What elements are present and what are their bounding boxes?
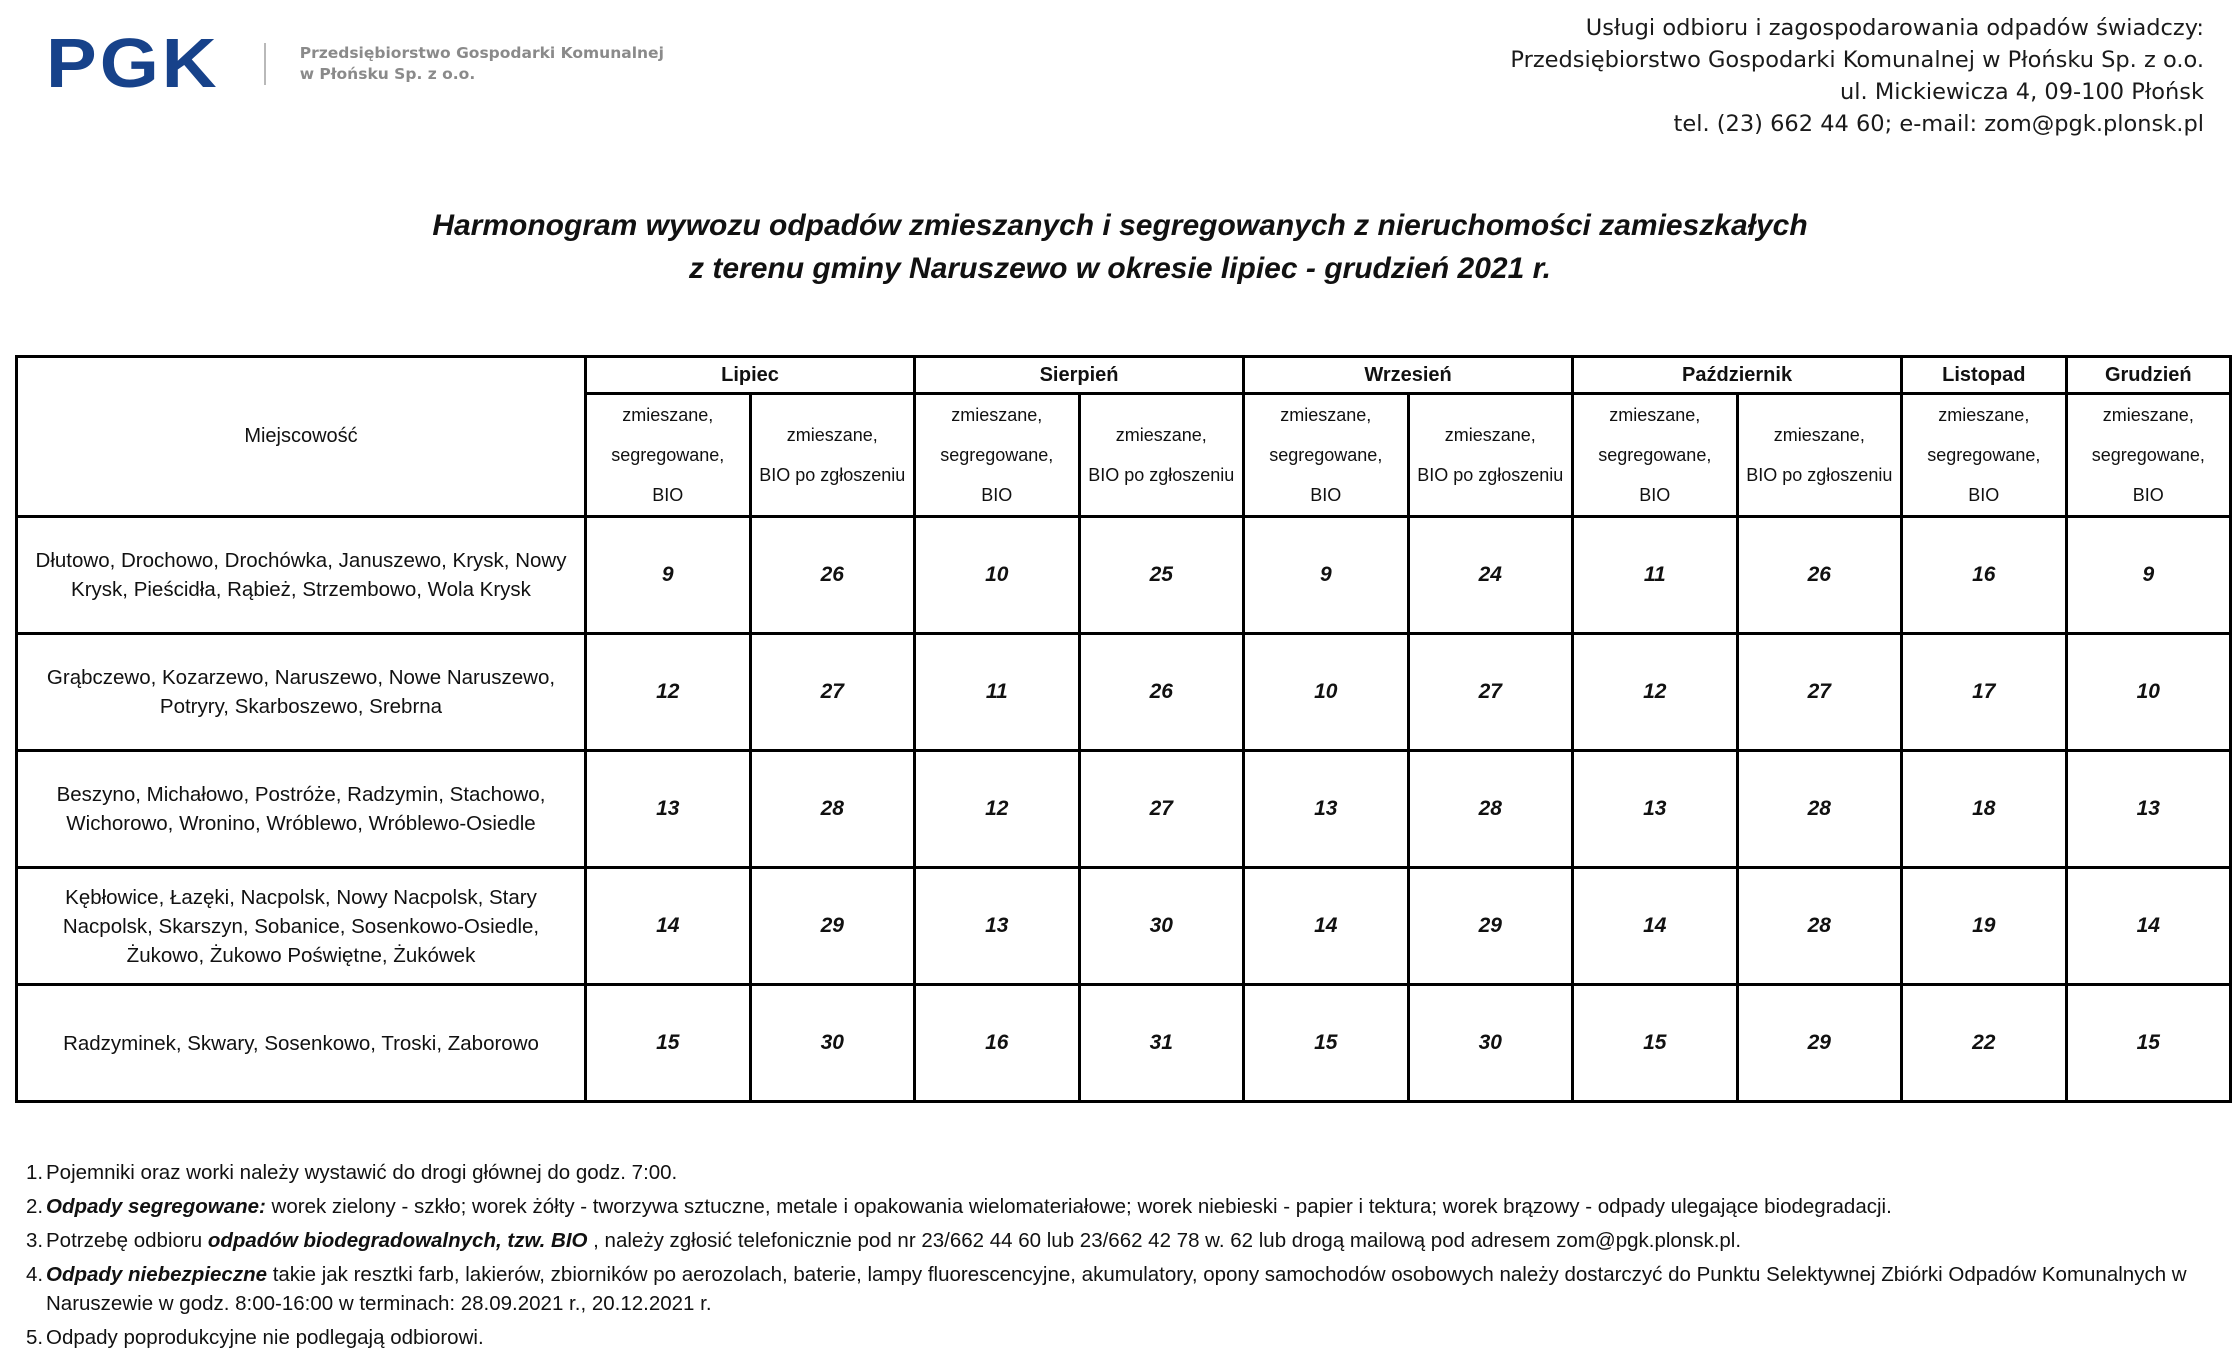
date-cell: 22 — [1902, 985, 2067, 1102]
month-header: Listopad — [1902, 357, 2067, 394]
date-cell: 10 — [1244, 634, 1409, 751]
location-cell: Radzyminek, Skwary, Sosenkowo, Troski, Zaborowo — [17, 985, 586, 1102]
provider-info — [1510, 12, 2204, 140]
subheader-bio — [1079, 394, 1244, 517]
table-row — [17, 868, 2231, 985]
title-line-1: Harmonogram wywozu odpadów zmieszanych i segregowanych z nieruchomości zamieszkałych — [432, 209, 1808, 242]
subheader-line: BIO po zgłoszeniu — [1088, 465, 1235, 485]
date-cell: 28 — [1408, 751, 1573, 868]
date-cell: 26 — [750, 517, 915, 634]
subheader-mixed — [1902, 394, 2067, 517]
month-header: Październik — [1573, 357, 1902, 394]
date-cell: 17 — [1902, 634, 2067, 751]
subheader-mixed — [586, 394, 751, 517]
schedule-table — [15, 355, 2232, 1103]
date-cell: 15 — [1244, 985, 1409, 1102]
table-row — [17, 634, 2231, 751]
location-cell: Grąbczewo, Kozarzewo, Naruszewo, Nowe Naruszewo, Potryry, Skarboszewo, Srebrna — [17, 634, 586, 751]
subheader-bio — [1408, 394, 1573, 517]
subheader-line: zmieszane, — [1280, 405, 1372, 425]
date-cell: 28 — [1737, 868, 1902, 985]
title-line-2: z terenu gminy Naruszewo w okresie lipiec - grudzień 2021 r. — [689, 252, 1551, 285]
date-cell: 24 — [1408, 517, 1573, 634]
provider-contact: tel. (23) 662 44 60; e-mail: zom@pgk.plonsk.pl — [1673, 111, 2204, 137]
subheader-line: BIO — [1310, 485, 1342, 505]
subheader-line: zmieszane, — [1773, 425, 1865, 445]
date-cell: 13 — [1573, 751, 1738, 868]
note-item — [26, 1260, 2226, 1318]
note-text-body: Pojemniki oraz worki należy wystawić do drogi głównej do godz. 7:00. — [46, 1161, 678, 1184]
note-text — [46, 1158, 677, 1187]
subheader-line: BIO po zgłoszeniu — [759, 465, 906, 485]
note-text — [46, 1192, 1892, 1221]
note-number: 5. — [26, 1326, 44, 1349]
subheader-mixed — [2066, 394, 2231, 517]
date-cell: 27 — [750, 634, 915, 751]
subheader-line: segregowane, — [940, 445, 1054, 465]
date-cell: 13 — [2066, 751, 2231, 868]
date-cell: 27 — [1079, 751, 1244, 868]
logo-mark: PGK — [46, 24, 220, 103]
subheader-line: BIO po zgłoszeniu — [1417, 465, 1564, 485]
date-cell: 14 — [586, 868, 751, 985]
date-cell: 9 — [1244, 517, 1409, 634]
document-title — [0, 204, 2240, 290]
subheader-bio — [1737, 394, 1902, 517]
date-cell: 13 — [1244, 751, 1409, 868]
note-number: 2. — [26, 1195, 44, 1218]
subheader-line: zmieszane, — [2102, 405, 2194, 425]
date-cell: 25 — [1079, 517, 1244, 634]
note-item — [26, 1323, 2226, 1352]
note-item — [26, 1226, 2226, 1255]
subheader-line: zmieszane, — [1609, 405, 1701, 425]
date-cell: 14 — [2066, 868, 2231, 985]
date-cell: 28 — [750, 751, 915, 868]
date-cell: 9 — [586, 517, 751, 634]
date-cell: 26 — [1079, 634, 1244, 751]
date-cell: 16 — [1902, 517, 2067, 634]
provider-line: Usługi odbioru i zagospodarowania odpadów świadczy: — [1585, 15, 2204, 41]
date-cell: 19 — [1902, 868, 2067, 985]
logo-company-name — [300, 43, 664, 85]
note-number: 1. — [26, 1161, 44, 1184]
note-text-body: , należy zgłosić telefonicznie pod nr 23/662 44 60 lub 23/662 42 78 w. 62 lub drogą mailową pod adresem zom@pgk.plonsk.pl. — [587, 1229, 1742, 1252]
date-cell: 29 — [1408, 868, 1573, 985]
date-cell: 16 — [915, 985, 1080, 1102]
location-column-header: Miejscowość — [17, 357, 586, 517]
subheader-line: zmieszane, — [1444, 425, 1536, 445]
date-cell: 30 — [1408, 985, 1573, 1102]
date-cell: 29 — [1737, 985, 1902, 1102]
note-emphasis: Odpady segregowane: — [46, 1195, 266, 1218]
date-cell: 27 — [1408, 634, 1573, 751]
subheader-line: segregowane, — [611, 445, 725, 465]
date-cell: 15 — [1573, 985, 1738, 1102]
subheader-mixed — [1244, 394, 1409, 517]
date-cell: 15 — [586, 985, 751, 1102]
subheader-line: segregowane, — [1598, 445, 1712, 465]
month-header: Sierpień — [915, 357, 1244, 394]
subheader-line: segregowane, — [2091, 445, 2205, 465]
location-cell: Beszyno, Michałowo, Postróże, Radzymin, Stachowo, Wichorowo, Wronino, Wróblewo, Wróblewo-Osiedle — [17, 751, 586, 868]
date-cell: 30 — [750, 985, 915, 1102]
date-cell: 11 — [915, 634, 1080, 751]
date-cell: 13 — [586, 751, 751, 868]
month-header: Lipiec — [586, 357, 915, 394]
table-row — [17, 751, 2231, 868]
table-row — [17, 517, 2231, 634]
date-cell: 13 — [915, 868, 1080, 985]
subheader-line: BIO po zgłoszeniu — [1746, 465, 1893, 485]
note-number: 4. — [26, 1263, 44, 1286]
logo-text-line: w Płońsku Sp. z o.o. — [299, 65, 476, 83]
note-number: 3. — [26, 1229, 44, 1252]
date-cell: 14 — [1573, 868, 1738, 985]
date-cell: 18 — [1902, 751, 2067, 868]
subheader-line: BIO — [981, 485, 1013, 505]
date-cell: 30 — [1079, 868, 1244, 985]
note-emphasis: Odpady niebezpieczne — [46, 1263, 267, 1286]
subheader-line: BIO — [1639, 485, 1671, 505]
pgk-logo — [46, 26, 664, 102]
subheader-mixed — [1573, 394, 1738, 517]
date-cell: 29 — [750, 868, 915, 985]
note-text — [46, 1226, 1741, 1255]
location-cell: Dłutowo, Drochowo, Drochówka, Januszewo, Krysk, Nowy Krysk, Pieścidła, Rąbież, Strzembowo, Wola Krysk — [17, 517, 586, 634]
month-header: Grudzień — [2066, 357, 2231, 394]
date-cell: 15 — [2066, 985, 2231, 1102]
note-text — [46, 1260, 2226, 1318]
month-header-row — [17, 357, 2231, 394]
subheader-line: zmieszane, — [786, 425, 878, 445]
location-cell: Kębłowice, Łazęki, Nacpolsk, Nowy Nacpolsk, Stary Nacpolsk, Skarszyn, Sobanice, Sosenkowo-Osiedle, Żukowo, Żukowo Poświętne, Żukówek — [17, 868, 586, 985]
date-cell: 31 — [1079, 985, 1244, 1102]
provider-line: ul. Mickiewicza 4, 09-100 Płońsk — [1840, 79, 2204, 105]
month-header: Wrzesień — [1244, 357, 1573, 394]
date-cell: 11 — [1573, 517, 1738, 634]
note-text-prefix: Potrzebę odbioru — [46, 1229, 208, 1252]
subheader-line: segregowane, — [1927, 445, 2041, 465]
subheader-line: BIO — [652, 485, 684, 505]
notes-list — [26, 1158, 2226, 1357]
date-cell: 26 — [1737, 517, 1902, 634]
date-cell: 12 — [1573, 634, 1738, 751]
date-cell: 10 — [2066, 634, 2231, 751]
date-cell: 27 — [1737, 634, 1902, 751]
subheader-mixed — [915, 394, 1080, 517]
note-text-body: worek zielony - szkło; worek żółty - tworzywa sztuczne, metale i opakowania wielomateriałowe; worek niebieski - papier i tektura; worek brązowy - odpady ulegające biodegradacji. — [265, 1195, 1892, 1218]
note-text-body: Odpady poprodukcyjne nie podlegają odbiorowi. — [46, 1326, 484, 1349]
subheader-line: BIO — [2132, 485, 2164, 505]
note-text — [46, 1323, 484, 1352]
logo-text-line: Przedsiębiorstwo Gospodarki Komunalnej — [299, 44, 664, 62]
subheader-bio — [750, 394, 915, 517]
subheader-line: zmieszane, — [951, 405, 1043, 425]
note-item — [26, 1192, 2226, 1221]
subheader-line: zmieszane, — [1938, 405, 2030, 425]
subheader-line: zmieszane, — [622, 405, 714, 425]
date-cell: 12 — [586, 634, 751, 751]
subheader-line: BIO — [1968, 485, 2000, 505]
logo-divider — [264, 43, 266, 85]
table-row — [17, 985, 2231, 1102]
date-cell: 28 — [1737, 751, 1902, 868]
date-cell: 14 — [1244, 868, 1409, 985]
note-emphasis: odpadów biodegradowalnych, tzw. BIO — [207, 1229, 588, 1252]
date-cell: 10 — [915, 517, 1080, 634]
note-item — [26, 1158, 2226, 1187]
subheader-line: segregowane, — [1269, 445, 1383, 465]
note-text-body: takie jak resztki farb, lakierów, zbiorników po aerozolach, baterie, lampy fluorescencyjne, akumulatory, opony samochodów osobowych należy dostarczyć do Punktu Selektywnej Zbiórki Odpadów Komunalnych w Naruszewie w godz. 8:00-16:00 w terminach: 28.09.2021 r., 20.12.2021 r. — [46, 1263, 2187, 1315]
provider-line: Przedsiębiorstwo Gospodarki Komunalnej w Płońsku Sp. z o.o. — [1510, 47, 2204, 73]
date-cell: 12 — [915, 751, 1080, 868]
date-cell: 9 — [2066, 517, 2231, 634]
subheader-line: zmieszane, — [1115, 425, 1207, 445]
